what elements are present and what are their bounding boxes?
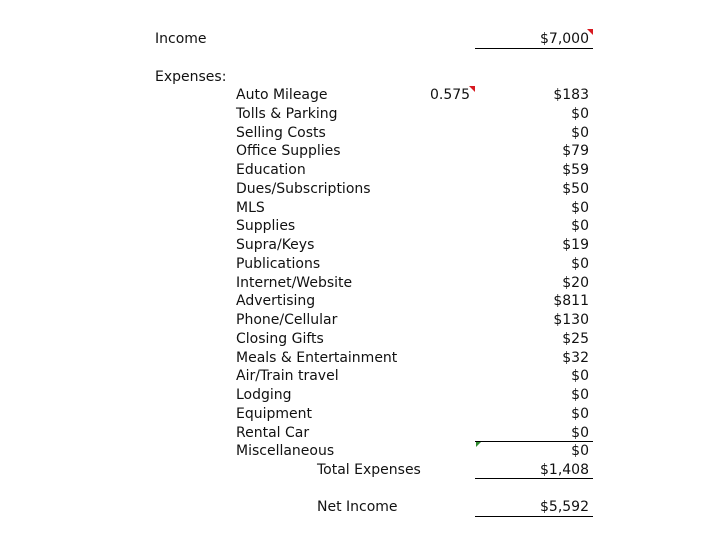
expense-value: $0 [571, 406, 589, 422]
expense-value: $20 [562, 275, 589, 291]
expense-label: Miscellaneous [236, 443, 335, 459]
expense-label: Tolls & Parking [236, 106, 338, 122]
expense-value: $183 [553, 87, 589, 103]
expense-label: Dues/Subscriptions [236, 181, 371, 197]
expense-value: $32 [562, 350, 589, 366]
expense-value: $0 [571, 368, 589, 384]
expense-value: $0 [571, 443, 589, 459]
expense-value: $0 [571, 218, 589, 234]
expense-label: Equipment [236, 406, 312, 422]
expense-label: Rental Car [236, 425, 310, 441]
expense-label: Phone/Cellular [236, 312, 338, 328]
total-bottom-rule [475, 478, 593, 479]
expense-value: $0 [571, 106, 589, 122]
expense-value: $79 [562, 143, 589, 159]
expense-label: Auto Mileage [236, 87, 328, 103]
mileage-rate: 0.575 [430, 87, 471, 103]
mileage-rate-comment-marker[interactable] [469, 86, 475, 92]
expense-value: $19 [562, 237, 589, 253]
expense-label: Supplies [236, 218, 296, 234]
total-top-rule [475, 441, 593, 442]
expense-value: $25 [562, 331, 589, 347]
expenses-heading: Expenses: [155, 69, 227, 85]
expense-label: Advertising [236, 293, 316, 309]
expense-label: Closing Gifts [236, 331, 324, 347]
income-comment-marker[interactable] [587, 29, 593, 35]
expense-label: MLS [236, 200, 265, 216]
income-label: Income [155, 31, 207, 47]
expense-label: Publications [236, 256, 321, 272]
expense-label: Education [236, 162, 306, 178]
expense-label: Office Supplies [236, 143, 341, 159]
income-rule [475, 48, 593, 49]
expense-value: $0 [571, 125, 589, 141]
expense-value: $0 [571, 256, 589, 272]
expense-value: $0 [571, 387, 589, 403]
net-income-value: $5,592 [540, 499, 589, 515]
expense-label: Selling Costs [236, 125, 326, 141]
expense-value: $50 [562, 181, 589, 197]
expense-value: $0 [571, 200, 589, 216]
total-expenses-value: $1,408 [540, 462, 589, 478]
net-income-rule [475, 516, 593, 517]
expense-label: Internet/Website [236, 275, 353, 291]
net-income-label: Net Income [317, 499, 398, 515]
total-expenses-label: Total Expenses [317, 462, 421, 478]
expense-value: $811 [553, 293, 589, 309]
expense-label: Air/Train travel [236, 368, 339, 384]
expense-label: Supra/Keys [236, 237, 315, 253]
expense-value: $59 [562, 162, 589, 178]
expense-label: Meals & Entertainment [236, 350, 398, 366]
expense-value: $130 [553, 312, 589, 328]
income-value: $7,000 [540, 31, 589, 47]
expense-value: $0 [571, 425, 589, 441]
expense-label: Lodging [236, 387, 292, 403]
